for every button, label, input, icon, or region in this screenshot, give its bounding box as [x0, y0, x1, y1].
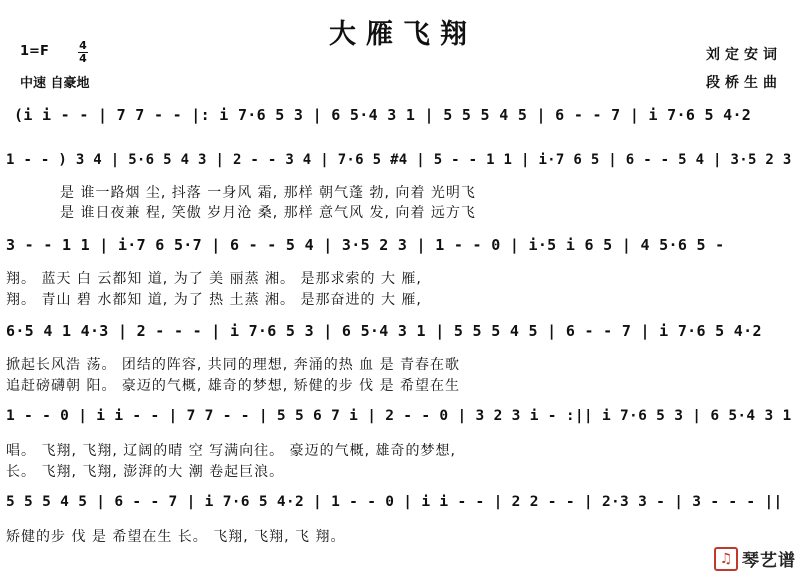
site-logo: [714, 546, 796, 571]
lyric-line-3a: 翔。 蓝天 白 云都知 道, 为了 美 丽蒸 湘。 是那求索的 大 雁,: [6, 271, 422, 287]
logo-mark-icon: ♫: [714, 547, 738, 571]
tempo-marking: 中速 自豪地: [20, 76, 90, 91]
song-title: 大雁飞翔: [329, 19, 477, 50]
notation-line-4: 6·5 4 1 4·3 | 2 - - - | i 7·6 5 3 | 6 5·4 3 1 | 5 5 5 4 5 | 6 - - 7 | i 7·6 5 4·2: [6, 322, 762, 340]
composer-credit: 段桥生曲: [706, 75, 782, 91]
time-signature: [78, 40, 88, 64]
notation-line-2: 1 - - ) 3 4 | 5·6 5 4 3 | 2 - - 3 4 | 7·6 5 #4 | 5 - - 1 1 | i·7 6 5 | 6 - - 5 4 | 3·5 2 3: [6, 152, 792, 168]
lyric-line-2b: 是 谁日夜兼 程, 笑傲 岁月沧 桑, 那样 意气风 发, 向着 远方飞: [60, 205, 476, 221]
lyric-line-3b: 翔。 青山 碧 水都知 道, 为了 热 土蒸 湘。 是那奋进的 大 雁,: [6, 292, 422, 308]
key-signature: 1=F: [20, 44, 49, 59]
notation-line-5: 1 - - 0 | i i - - | 7 7 - - | 5 5 6 7 i | 2 - - 0 | 3 2 3 i - :|| i 7·6 5 3 | 6 5·4 3 1: [6, 408, 792, 424]
logo-text: 琴艺谱: [742, 551, 796, 571]
time-signature-bottom: 4: [79, 52, 87, 65]
notation-line-1: (i i - - | 7 7 - - |: i 7·6 5 3 | 6 5·4 3 1 | 5 5 5 4 5 | 6 - - 7 | i 7·6 5 4·2: [14, 106, 752, 124]
lyric-line-4a: 掀起长风浩 荡。 团结的阵容, 共同的理想, 奔涌的热 血 是 青春在歌: [6, 357, 461, 373]
notation-line-6: 5 5 5 4 5 | 6 - - 7 | i 7·6 5 4·2 | 1 - - 0 | i i - - | 2 2 - - | 2·3 3 - | 3 - - - ||: [6, 494, 783, 510]
notation-line-3: 3 - - 1 1 | i·7 6 5·7 | 6 - - 5 4 | 3·5 2 3 | 1 - - 0 | i·5 i 6 5 | 4 5·6 5 -: [6, 236, 725, 254]
time-signature-top: 4: [79, 39, 87, 52]
lyric-line-4b: 追赶磅礴朝 阳。 豪迈的气概, 雄奇的梦想, 矫健的步 伐 是 希望在生: [6, 378, 461, 394]
lyric-line-2a: 是 谁一路烟 尘, 抖落 一身风 霜, 那样 朝气蓬 勃, 向着 光明飞: [60, 185, 476, 201]
lyric-line-6a: 矫健的步 伐 是 希望在生 长。 飞翔, 飞翔, 飞 翔。: [6, 529, 346, 545]
lyric-line-5a: 唱。 飞翔, 飞翔, 辽阔的晴 空 写满向往。 豪迈的气概, 雄奇的梦想,: [6, 443, 456, 459]
lyric-line-5b: 长。 飞翔, 飞翔, 澎湃的大 潮 卷起巨浪。: [6, 464, 285, 480]
lyricist-credit: 刘定安词: [706, 47, 782, 63]
